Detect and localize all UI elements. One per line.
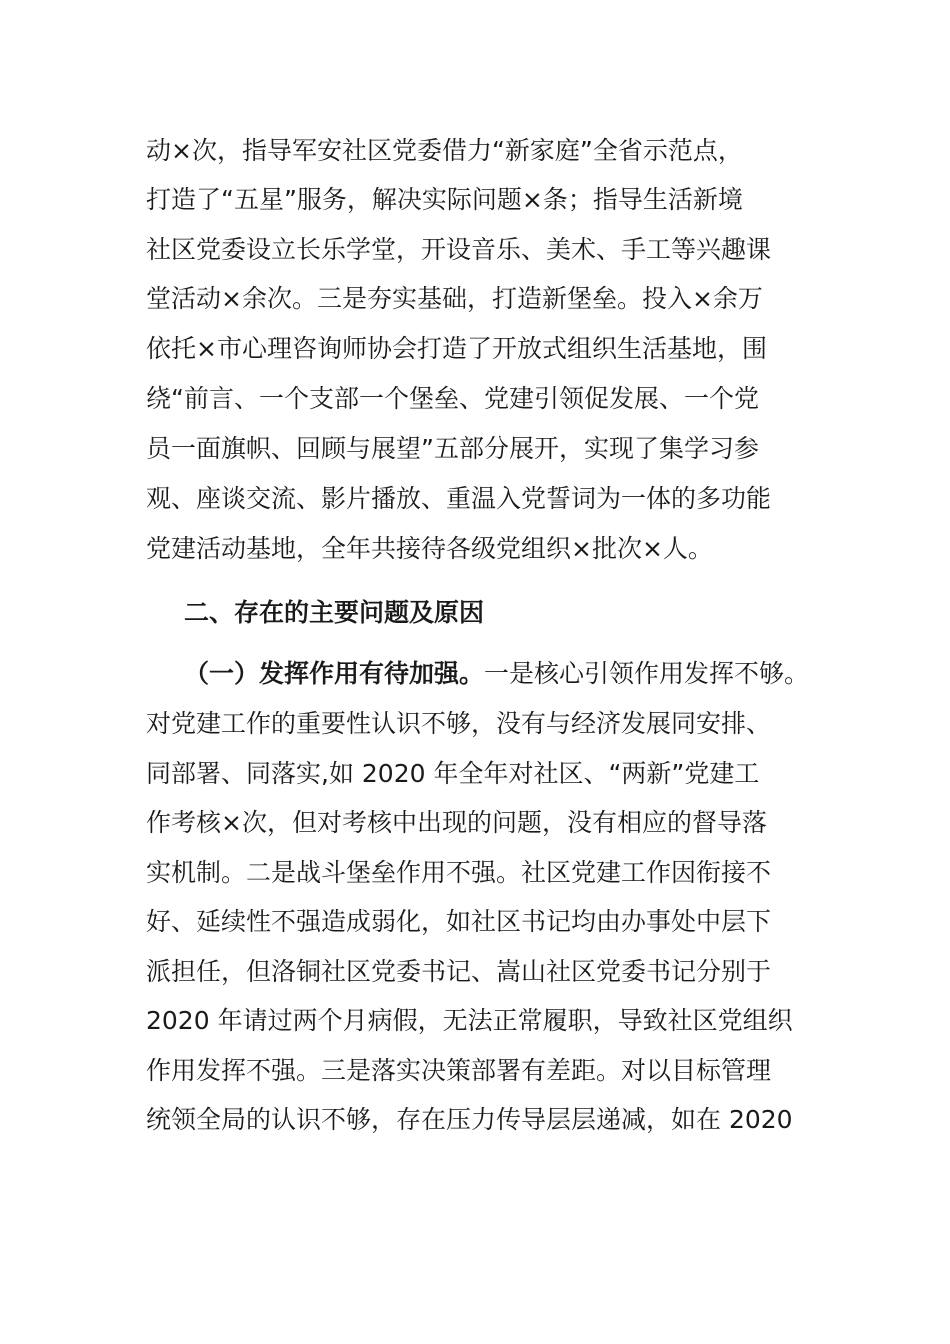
paragraph-line: 观、座谈交流、影片播放、重温入党誓词为一体的多功能: [146, 484, 772, 513]
paragraph-line: 好、延续性不强造成弱化，如社区书记均由办事处中层下: [146, 907, 772, 936]
paragraph-line: 2020 年请过两个月病假，无法正常履职，导致社区党组织: [146, 1006, 793, 1035]
paragraph-line: 绕“前言、一个支部一个堡垒、党建引领促发展、一个党: [146, 384, 759, 413]
paragraph-line: 实机制。二是战斗堡垒作用不强。社区党建工作因衔接不: [146, 858, 772, 887]
subsection-title: （一）发挥作用有待加强。: [184, 659, 485, 688]
paragraph-line: 作考核×次，但对考核中出现的问题，没有相应的督导落: [146, 808, 767, 837]
paragraph-line: 作用发挥不强。三是落实决策部署有差距。对以目标管理: [146, 1056, 772, 1085]
paragraph-line: 派担任，但洛铜社区党委书记、嵩山社区党委书记分别于: [146, 957, 772, 986]
paragraph-line: 对党建工作的重要性认识不够，没有与经济发展同安排、: [146, 709, 772, 738]
paragraph-line: 动×次，指导军安社区党委借力“新家庭”全省示范点，: [146, 136, 743, 165]
paragraph-line: 打造了“五星”服务，解决实际问题×条；指导生活新境: [146, 185, 743, 214]
subsection-first-line-text: 一是核心引领作用发挥不够。: [484, 659, 810, 688]
paragraph-line: 社区党委设立长乐学堂，开设音乐、美术、手工等兴趣课: [146, 235, 772, 264]
paragraph-line: 同部署、同落实,如 2020 年全年对社区、“两新”党建工: [146, 759, 760, 788]
paragraph-line: 党建活动基地，全年共接待各级党组织×批次×人。: [146, 534, 713, 563]
paragraph-line: 堂活动×余次。三是夯实基础，打造新堡垒。投入×余万: [146, 284, 763, 313]
paragraph-line: 统领全局的认识不够，存在压力传导层层递减，如在 2020: [146, 1105, 793, 1134]
paragraph-line: 员一面旗帜、回顾与展望”五部分展开，实现了集学习参: [146, 434, 759, 463]
subsection-first-line: [184, 654, 809, 694]
paragraph-line: 依托×市心理咨询师协会打造了开放式组织生活基地，围: [146, 334, 767, 363]
section-heading: 二、存在的主要问题及原因: [184, 598, 485, 627]
